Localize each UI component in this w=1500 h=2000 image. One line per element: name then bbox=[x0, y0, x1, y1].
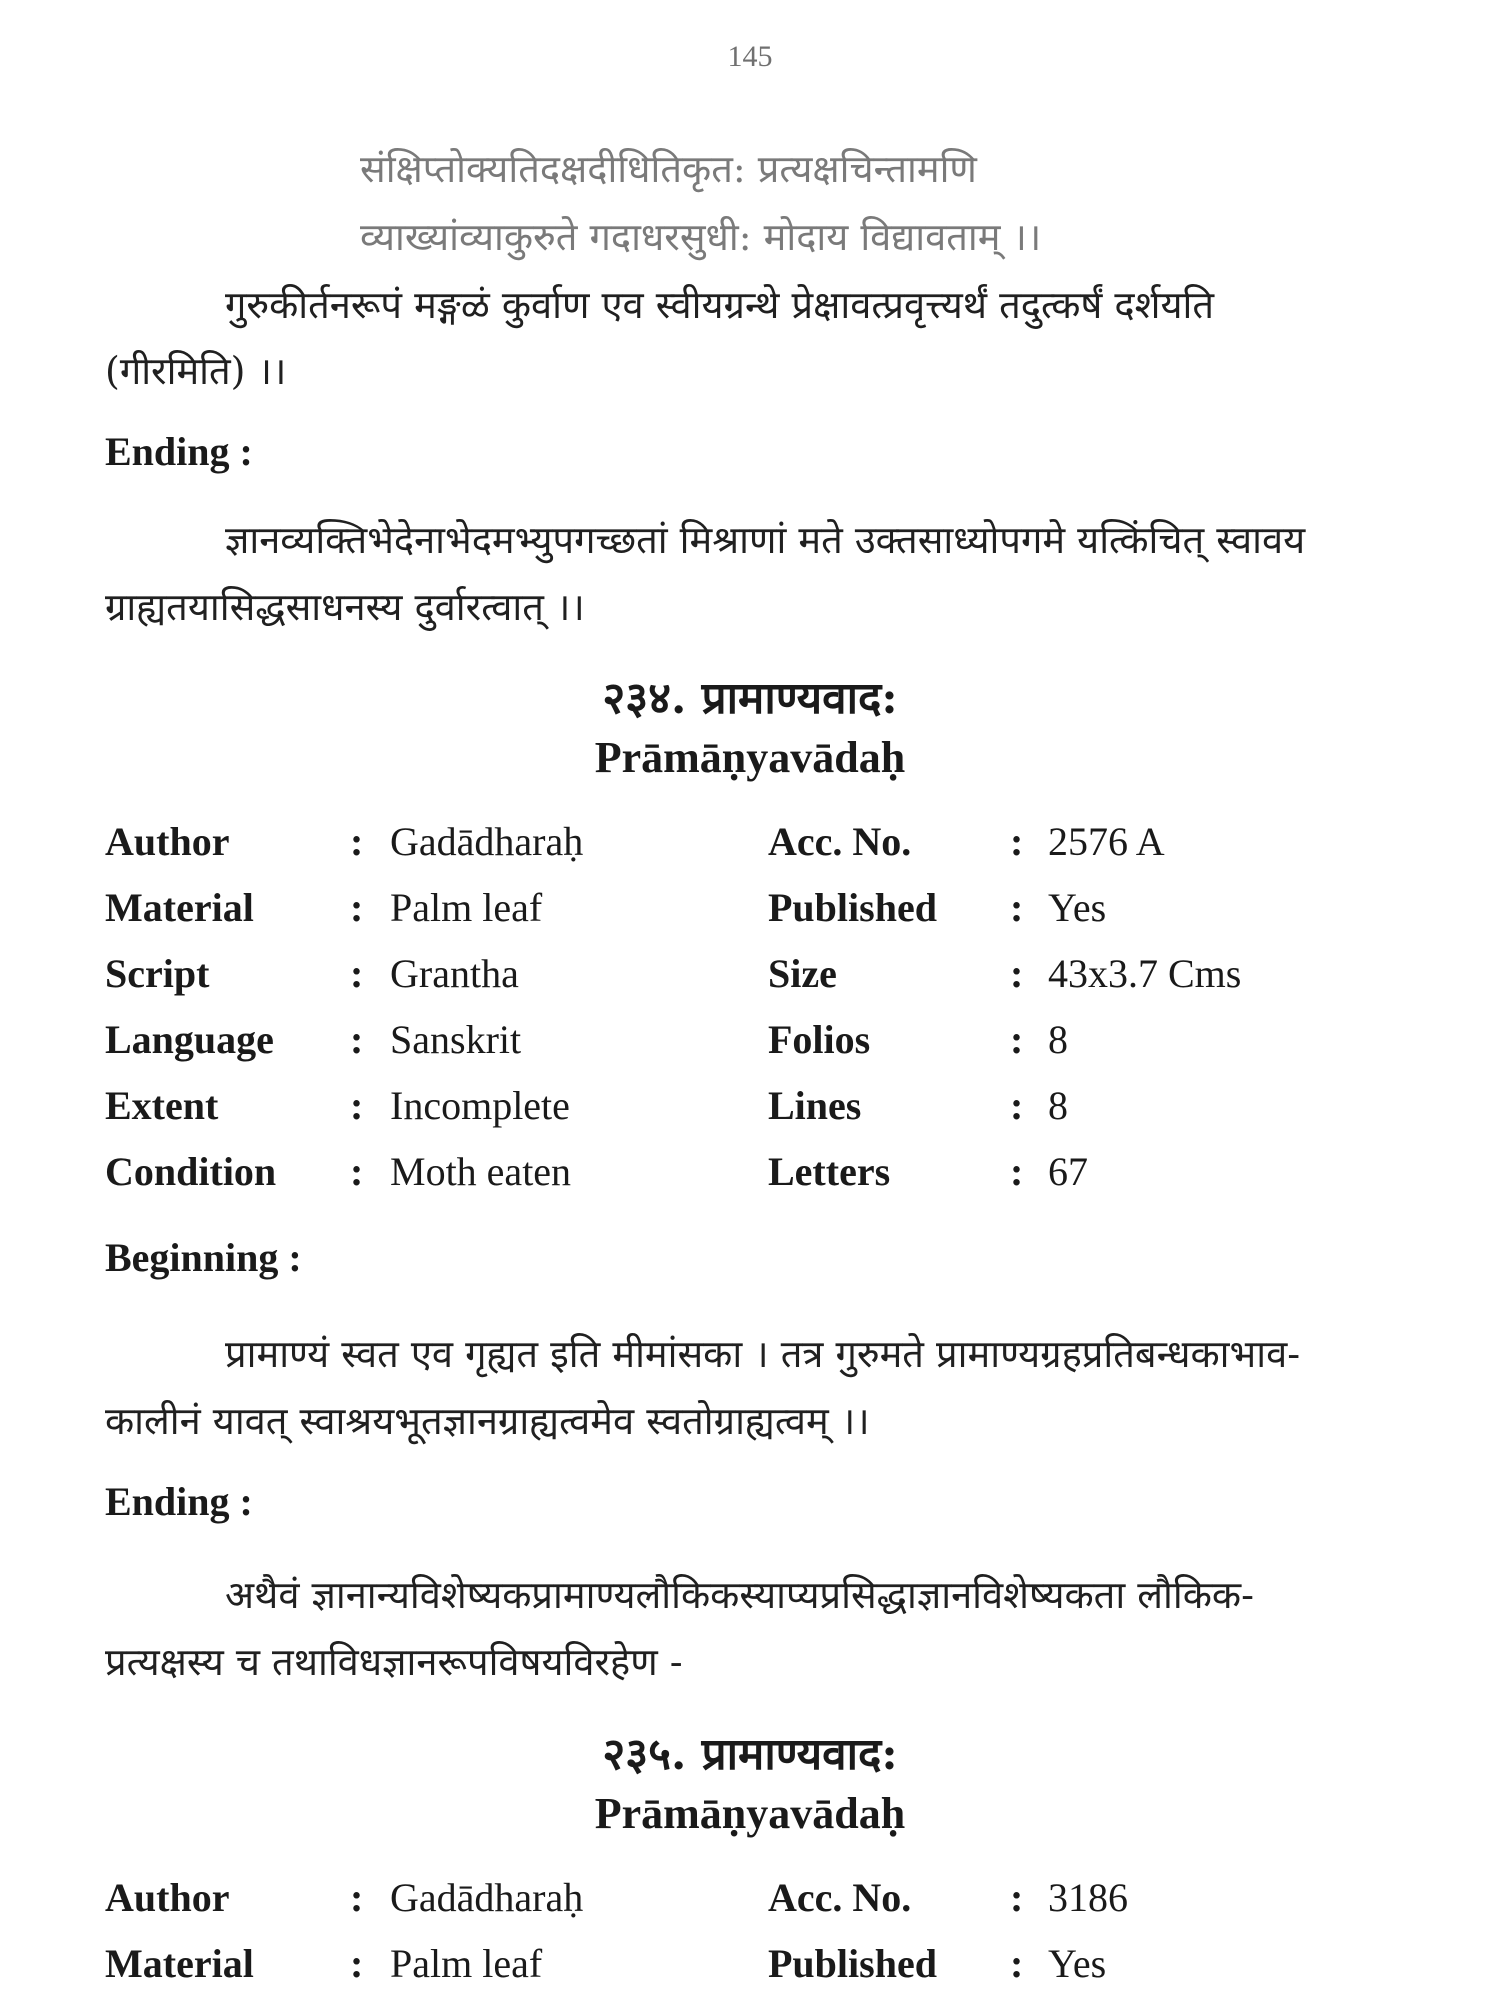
field-separator: : bbox=[1010, 819, 1024, 864]
entry-234-script-label: Script bbox=[105, 951, 210, 996]
entry-235-title-devanagari: २३५. प्रामाण्यवाद: bbox=[602, 1729, 898, 1780]
entry-235-published-value: Yes bbox=[1048, 1941, 1107, 1986]
field-separator: : bbox=[1010, 1083, 1024, 1128]
prev-ending-heading: Ending : bbox=[105, 429, 253, 474]
entry-234-beginning-heading: Beginning : bbox=[105, 1235, 302, 1280]
entry-234-title-roman: Prāmāṇyavādaḥ bbox=[594, 733, 906, 782]
entry-234-title-devanagari: २३४. प्रामाण्यवाद: bbox=[602, 673, 898, 724]
intro-prose-line-1 bbox=[105, 278, 1410, 330]
field-separator: : bbox=[350, 1941, 364, 1986]
entry-234-material-label: Material bbox=[105, 885, 254, 930]
entry-234-extent-label: Extent bbox=[105, 1083, 219, 1128]
entry-235-published-label: Published bbox=[768, 1941, 937, 1986]
field-separator: : bbox=[1010, 885, 1024, 930]
entry-234-letters-value: 67 bbox=[1048, 1149, 1088, 1194]
intro-verse-line-1: संक्षिप्तोक्यतिदक्षदीधितिकृत: प्रत्यक्षचिन्तामणि bbox=[360, 147, 977, 191]
field-separator: : bbox=[1010, 1149, 1024, 1194]
entry-235-material-value: Palm leaf bbox=[390, 1941, 543, 1986]
entry-234-beginning-line-1 bbox=[105, 1327, 1410, 1379]
entry-234-language-value: Sanskrit bbox=[390, 1017, 522, 1062]
entry-234-language-label: Language bbox=[105, 1017, 274, 1062]
entry-234-material-value: Palm leaf bbox=[390, 885, 543, 930]
entry-234-published-label: Published bbox=[768, 885, 937, 930]
field-separator: : bbox=[1010, 1017, 1024, 1062]
entry-234-author-label: Author bbox=[105, 819, 230, 864]
entry-234-ending-text-1: अथैवं ज्ञानान्यविशेष्यकप्रामाण्यलौकिकस्याप्यप्रसिद्धाज्ञानविशेष्यकता लौकिक- bbox=[225, 1573, 1254, 1617]
field-separator: : bbox=[1010, 1941, 1024, 1986]
prev-ending-text-1: ज्ञानव्यक्तिभेदेनाभेदमभ्युपगच्छतां मिश्राणां मते उक्तसाध्योपगमे यत्किंचित् स्वावय bbox=[225, 518, 1306, 562]
entry-234-folios-label: Folios bbox=[768, 1017, 871, 1062]
field-separator: : bbox=[350, 819, 364, 864]
entry-234-acc-no-label: Acc. No. bbox=[768, 819, 912, 864]
intro-prose-text-1: गुरुकीर्तनरूपं मङ्गळं कुर्वाण एव स्वीयग्रन्थे प्रेक्षावत्प्रवृत्त्यर्थं तदुत्कर्षं दर्शयति bbox=[225, 283, 1214, 327]
field-separator: : bbox=[350, 1083, 364, 1128]
field-separator: : bbox=[1010, 951, 1024, 996]
entry-234-extent-value: Incomplete bbox=[390, 1083, 570, 1128]
entry-235-author-value: Gadādharaḥ bbox=[390, 1875, 584, 1920]
field-separator: : bbox=[350, 1149, 364, 1194]
field-separator: : bbox=[350, 1875, 364, 1920]
entry-234-author-value: Gadādharaḥ bbox=[390, 819, 584, 864]
entry-234-condition-label: Condition bbox=[105, 1149, 277, 1194]
entry-234-size-label: Size bbox=[768, 951, 837, 996]
entry-234-beginning-text-1: प्रामाण्यं स्वत एव गृह्यत इति मीमांसका । तत्र गुरुमते प्रामाण्यग्रहप्रतिबन्धकाभाव- bbox=[225, 1332, 1301, 1376]
field-separator: : bbox=[350, 885, 364, 930]
entry-234-letters-label: Letters bbox=[768, 1149, 891, 1194]
entry-235-title-roman: Prāmāṇyavādaḥ bbox=[594, 1789, 906, 1838]
entry-234-folios-value: 8 bbox=[1048, 1017, 1068, 1062]
entry-235-author-label: Author bbox=[105, 1875, 230, 1920]
entry-234-size-value: 43x3.7 Cms bbox=[1048, 951, 1242, 996]
entry-234-ending-heading: Ending : bbox=[105, 1479, 253, 1524]
entry-235-material-label: Material bbox=[105, 1941, 254, 1986]
field-separator: : bbox=[350, 951, 364, 996]
entry-234-lines-value: 8 bbox=[1048, 1083, 1068, 1128]
entry-234-acc-no-value: 2576 A bbox=[1048, 819, 1165, 864]
prev-ending-line-1 bbox=[105, 513, 1410, 565]
entry-235-acc-no-value: 3186 bbox=[1048, 1875, 1128, 1920]
field-separator: : bbox=[1010, 1875, 1024, 1920]
entry-234-lines-label: Lines bbox=[768, 1083, 862, 1128]
entry-235-acc-no-label: Acc. No. bbox=[768, 1875, 912, 1920]
page-number: 145 bbox=[727, 40, 773, 73]
entry-234-published-value: Yes bbox=[1048, 885, 1107, 930]
intro-verse-line-2: व्याख्यांव्याकुरुते गदाधरसुधी: मोदाय विद्यावताम् ।। bbox=[360, 215, 1042, 259]
entry-234-condition-value: Moth eaten bbox=[390, 1149, 572, 1194]
field-separator: : bbox=[350, 1017, 364, 1062]
entry-234-ending-line-1 bbox=[105, 1568, 1410, 1620]
entry-234-script-value: Grantha bbox=[390, 951, 519, 996]
intro-prose-line-2: (गीरमिति) ।। bbox=[105, 349, 287, 393]
entry-234-beginning-line-2: कालीनं यावत् स्वाश्रयभूतज्ञानग्राह्यत्वमेव स्वतोग्राह्यत्वम् ।। bbox=[105, 1399, 870, 1443]
entry-234-ending-line-2: प्रत्यक्षस्य च तथाविधज्ञानरूपविषयविरहेण - bbox=[105, 1640, 683, 1684]
prev-ending-line-2: ग्राह्यतयासिद्धसाधनस्य दुर्वारत्वात् ।। bbox=[105, 585, 585, 629]
